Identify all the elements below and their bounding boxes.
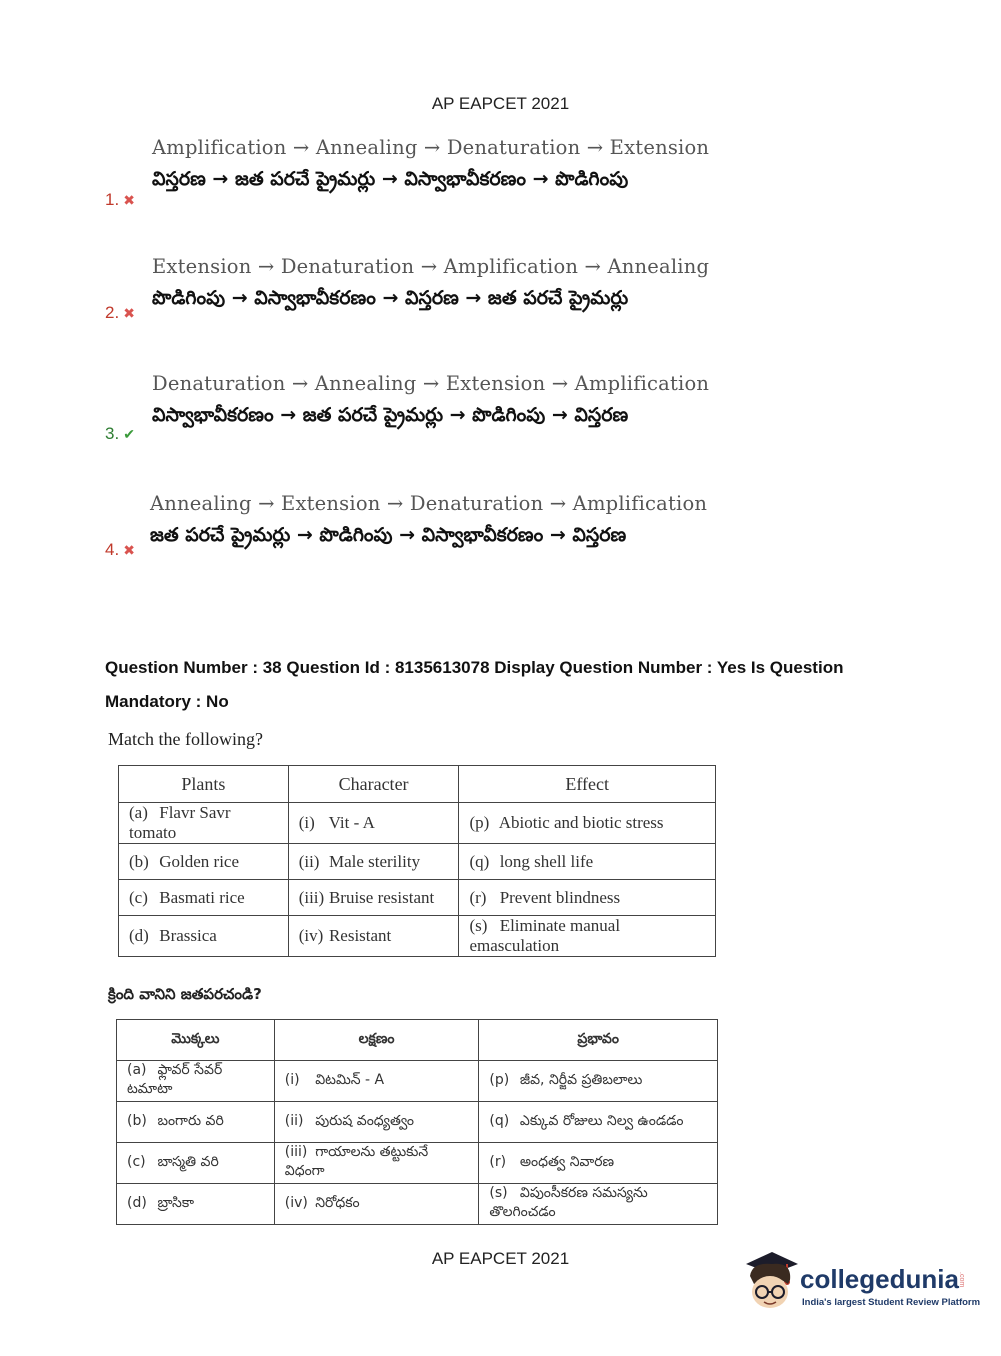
table-cell: (c) బాస్మతి వరి (117, 1143, 275, 1184)
wrong-icon: ✖ (123, 542, 135, 558)
collegedunia-logo-suffix: .com (958, 1272, 965, 1288)
column-header: Character (288, 766, 459, 803)
wrong-icon: ✖ (123, 192, 135, 208)
table-cell: (c) Basmati rice (119, 880, 289, 916)
table-cell: (iii) Bruise resistant (288, 880, 459, 916)
column-header: లక్షణం (274, 1020, 479, 1061)
question-prompt-telugu: క్రింది వానిని జతపరచండి? (108, 985, 262, 1003)
table-cell: (iii) గాయాలను తట్టుకునే విధంగా (274, 1143, 479, 1184)
table-cell: (s) Eliminate manual emasculation (459, 916, 716, 957)
option-1-marker (105, 190, 145, 210)
table-row (119, 916, 716, 957)
option-number: 2. (105, 303, 120, 322)
wrong-icon: ✖ (123, 305, 135, 321)
column-header: ప్రభావం (479, 1020, 718, 1061)
collegedunia-mascot-icon (742, 1250, 800, 1316)
option-2-english: Extension → Denaturation → Amplification → Annealing (152, 255, 710, 278)
option-4-english: Annealing → Extension → Denaturation → Amplification (150, 492, 708, 515)
table-cell: (r) అంధత్వ నివారణ (479, 1143, 718, 1184)
table-cell: (iv) Resistant (288, 916, 459, 957)
table-cell: (a) ఫ్లావర్ సేవర్ టమాటా (117, 1061, 275, 1102)
column-header: Plants (119, 766, 289, 803)
question-meta (105, 651, 905, 719)
table-row (117, 1143, 718, 1184)
table-cell: (q) long shell life (459, 844, 716, 880)
option-1-english: Amplification → Annealing → Denaturation → Extension (152, 136, 710, 159)
table-cell: (b) Golden rice (119, 844, 289, 880)
table-cell: (iv) నిరోధకం (274, 1184, 479, 1225)
table-row (119, 803, 716, 844)
match-table-telugu (116, 1019, 718, 1225)
table-row (117, 1184, 718, 1225)
table-row (117, 1102, 718, 1143)
option-3-english: Denaturation → Annealing → Extension → Amplification (152, 372, 710, 395)
table-cell: (p) Abiotic and biotic stress (459, 803, 716, 844)
table-cell: (d) Brassica (119, 916, 289, 957)
column-header: మొక్కలు (117, 1020, 275, 1061)
option-number: 4. (105, 540, 120, 559)
option-4-marker (105, 540, 145, 560)
table-cell: (i) విటమిన్ - A (274, 1061, 479, 1102)
check-icon: ✔ (123, 426, 135, 442)
option-4-telugu: జత పరచే ప్రైమర్లు → పొడిగింపు → విస్వాభావీకరణం → విస్తరణ (150, 524, 627, 546)
table-row (117, 1061, 718, 1102)
table-cell: (b) బంగారు వరి (117, 1102, 275, 1143)
table-cell: (i) Vit - A (288, 803, 459, 844)
table-cell: (s) విపుంసీకరణ సమస్యను తొలగించడం (479, 1184, 718, 1225)
table-cell: (p) జీవ, నిర్జీవ ప్రతిబలాలు (479, 1061, 718, 1102)
collegedunia-tagline: India's largest Student Review Platform (802, 1297, 981, 1308)
table-cell: (ii) Male sterility (288, 844, 459, 880)
option-1-telugu: విస్తరణ → జత పరచే ప్రైమర్లు → విస్వాభావీకరణం → పొడిగింపు (152, 168, 629, 190)
option-2-telugu: పొడిగింపు → విస్వాభావీకరణం → విస్తరణ → జత పరచే ప్రైమర్లు (152, 287, 629, 309)
table-cell: (ii) పురుష వంధ్యత్వం (274, 1102, 479, 1143)
option-number: 1. (105, 190, 120, 209)
option-number: 3. (105, 424, 120, 443)
table-cell: (q) ఎక్కువ రోజులు నిల్వ ఉండడం (479, 1102, 718, 1143)
question-meta-line-1: Question Number : 38 Question Id : 8135613078 Display Question Number : Yes Is Question (105, 658, 844, 677)
option-3-telugu: విస్వాభావీకరణం → జత పరచే ప్రైమర్లు → పొడిగింపు → విస్తరణ (152, 404, 629, 426)
question-meta-line-2: Mandatory : No (105, 692, 229, 711)
option-2-marker (105, 303, 145, 323)
column-header: Effect (459, 766, 716, 803)
table-cell: (a) Flavr Savr tomato (119, 803, 289, 844)
match-table-english (118, 765, 716, 957)
page-header: AP EAPCET 2021 (431, 94, 570, 113)
page-footer: AP EAPCET 2021 (431, 1249, 570, 1268)
collegedunia-logo-text: collegedunia (800, 1264, 959, 1294)
table-cell: (r) Prevent blindness (459, 880, 716, 916)
table-cell: (d) బ్రాసికా (117, 1184, 275, 1225)
question-prompt-english: Match the following? (108, 729, 263, 749)
table-row (119, 880, 716, 916)
table-row (119, 844, 716, 880)
option-3-marker (105, 424, 145, 444)
